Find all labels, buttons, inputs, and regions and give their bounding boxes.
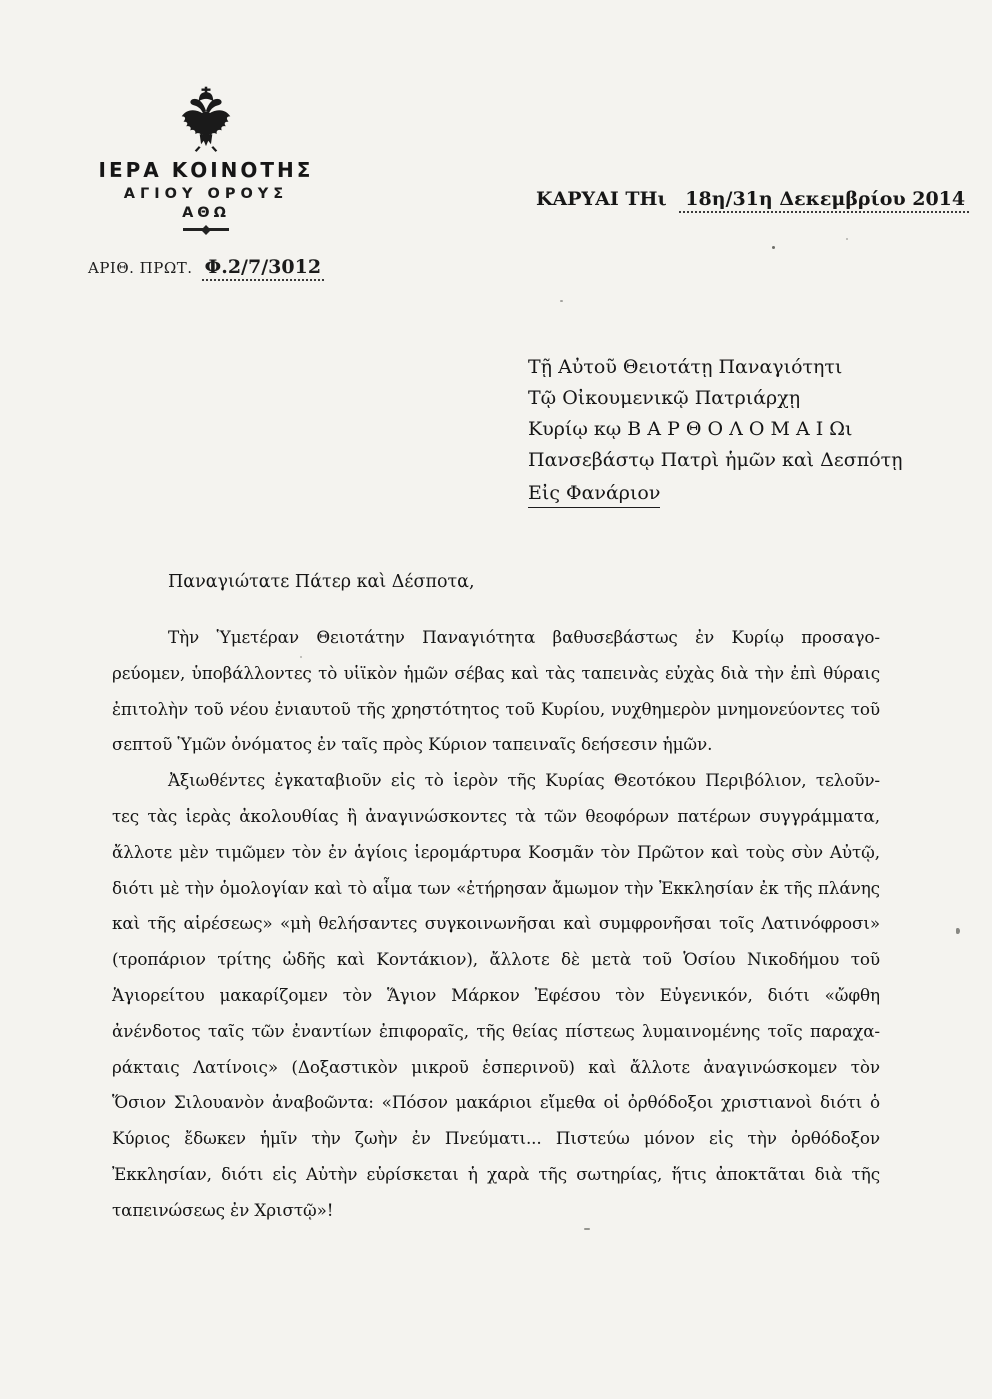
salutation: Παναγιώτατε Πάτερ καὶ Δέσποτα, [168, 572, 475, 592]
text-line: Τὴν Ὑμετέραν Θειοτάτην Παναγιότητα βαθυσεβάστως ἐν Κυρίῳ προσαγο- [168, 627, 880, 647]
text-line: Κύριος ἔδωκεν ἡμῖν τὴν ζωὴν ἐν Πνεύματι... Πιστεύω μόνον εἰς τὴν ὀρθόδοξον [112, 1128, 880, 1149]
text-line: ἀνένδοτος ταῖς τῶν ἐναντίων ἐπιφοραῖς, τῆς θείας πίστεως λυμαινομένης τοῖς παραχα- [112, 1020, 880, 1041]
text-line: Ἁγιορείτου μακαρίζομεν τὸν Ἅγιον Μάρκον Ἐφέσου τὸν Εὐγενικόν, διότι «ὤφθη [112, 984, 880, 1005]
text-line: (τροπάριον τρίτης ὠδῆς καὶ Κοντάκιον), ἄλλοτε δὲ μετὰ τοῦ Ὁσίου Νικοδήμου τοῦ [112, 949, 880, 970]
scan-speck [300, 656, 302, 658]
text-line: καὶ τῆς αἱρέσεως» «μὴ θελήσαντες συγκοινωνῆσαι καὶ συμφρονῆσαι τοῖς Λατινόφροσι» [112, 913, 880, 934]
scan-speck [584, 1228, 590, 1230]
text-line: ρεύομεν, ὑποβάλλοντες τὸ υἱϊκὸν ἡμῶν σέβας καὶ τὰς ταπεινὰς εὐχὰς διὰ τὴν ἐπὶ θύραις [112, 662, 880, 683]
protocol-number: Φ.2/7/3012 [202, 256, 324, 281]
text-line: ἐπιτολὴν τοῦ νέου ἐνιαυτοῦ τῆς χρηστότητος τοῦ Κυρίου, νυχθημερὸν μνημονεύοντες τοῦ [112, 698, 880, 719]
protocol-line [88, 256, 324, 278]
double-headed-eagle-icon [179, 86, 233, 154]
text-line: σεπτοῦ Ὑμῶν ὀνόματος ἐν ταῖς πρὸς Κύριον ταπειναῖς δεήσεσιν ἡμῶν. [112, 734, 713, 755]
text-line: ράκταις Λατίνοις» (Δοξαστικὸν μικροῦ ἑσπερινοῦ) καὶ ἄλλοτε ἀναγινώσκομεν τὸν [112, 1056, 880, 1077]
scan-speck [560, 300, 563, 302]
text-line: τες τὰς ἱερὰς ἀκολουθίας ἢ ἀναγινώσκοντες τὰ τῶν θεοφόρων πατέρων συγγράμματα, [112, 805, 880, 826]
text-line: ταπεινώσεως ἐν Χριστῷ»! [112, 1199, 334, 1220]
letter-body [112, 620, 880, 1229]
text-line: ἄλλοτε μὲν τιμῶμεν τὸν ἐν ἁγίοις ἱερομάρτυρα Κοσμᾶν τὸν Πρῶτον καὶ τοὺς σὺν Αὐτῷ, [112, 841, 880, 862]
text-line: Κυρίῳ κῳ Β Α Ρ Θ Ο Λ Ο Μ Α Ι Ωι [528, 418, 853, 440]
recipient-lines [528, 352, 903, 476]
text-line: Τῷ Οἰκουμενικῷ Πατριάρχῃ [528, 387, 801, 409]
letterhead [78, 86, 334, 231]
scan-speck [846, 238, 848, 240]
date-line [536, 188, 969, 210]
text-line: Τῇ Αὐτοῦ Θειοτάτῃ Παναγιότητι [528, 356, 843, 378]
body-paragraph-2 [112, 763, 880, 1228]
text-line: Ἐκκλησίαν, διότι εἰς Αὐτὴν εὑρίσκεται ἡ χαρὰ τῆς σωτηρίας, ἥτις ἀποκτᾶται διὰ τῆς [112, 1163, 880, 1184]
protocol-label: ΑΡΙΘ. ΠΡΩΤ. [88, 259, 193, 277]
scan-speck [956, 928, 960, 934]
date-place: ΚΑΡΥΑΙ ΤΗι [536, 188, 667, 210]
text-line: διότι μὲ τὴν ὁμολογίαν καὶ τὸ αἷμα των «ἐτήρησαν ἄμωμον τὴν Ἐκκλησίαν ἐκ τῆς πλάνης [112, 877, 880, 898]
scan-speck [772, 246, 775, 249]
organization-place: ΑΘΩ [182, 205, 230, 221]
text-line: Ὅσιον Σιλουανὸν ἀναβοῶντα: «Πόσον μακάριοι εἴμεθα οἱ ὀρθόδοξοι χριστιανοὶ διότι ὁ [112, 1092, 880, 1113]
organization-name: ΙΕΡΑ ΚΟΙΝΟΤΗΣ [98, 158, 314, 182]
text-line: Ἀξιωθέντες ἐγκαταβιοῦν εἰς τὸ ἱερὸν τῆς Κυρίας Θεοτόκου Περιβόλιον, τελοῦν- [168, 770, 880, 791]
recipient-location: Εἰς Φανάριον [528, 480, 660, 508]
recipient-block [528, 352, 903, 508]
text-line: Πανσεβάστῳ Πατρὶ ἡμῶν καὶ Δεσπότῃ [528, 449, 903, 471]
date-value: 18η/31η Δεκεμβρίου 2014 [679, 188, 969, 213]
organization-subtitle: ΑΓΙΟΥ ΟΡΟΥΣ [123, 186, 289, 202]
letterhead-divider [183, 228, 229, 231]
body-paragraph-1 [112, 620, 880, 763]
